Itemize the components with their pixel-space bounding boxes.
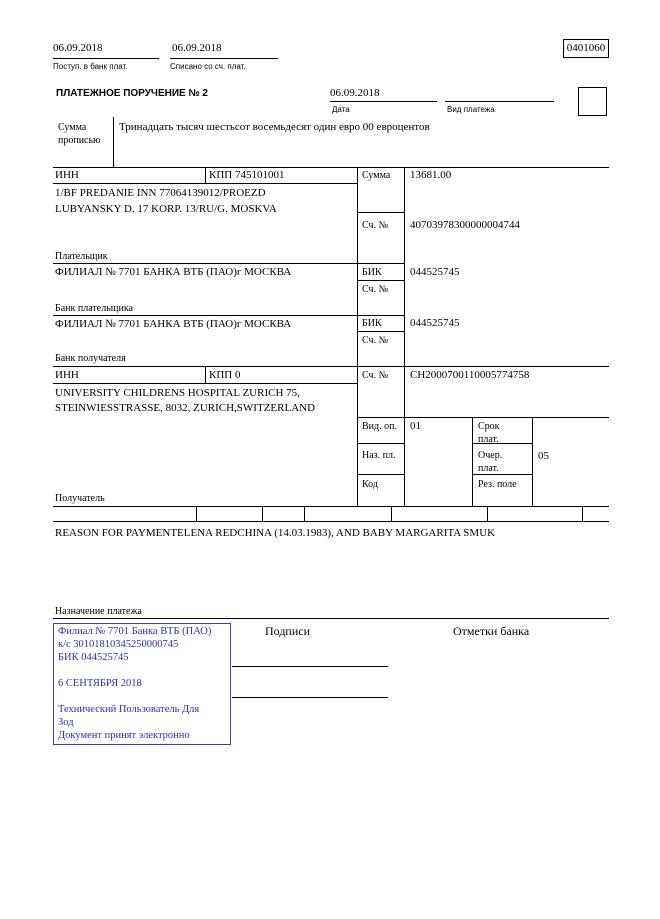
payee-bank-section-label: Банк получателя	[55, 353, 126, 364]
amount-words-divider	[113, 117, 114, 167]
debited-date-label: Списано со сч. плат.	[170, 62, 246, 71]
payer-inn-line	[53, 183, 357, 184]
stamp-corr-account: к/с 30101810345250000745	[58, 639, 179, 650]
received-date-label: Поступ. в банк плат.	[53, 62, 128, 71]
payee-name: UNIVERSITY CHILDRENS HOSPITAL ZURICH 75, STEINWIESSTRASSE, 8032, ZURICH,SWITZERLAND	[55, 387, 316, 414]
payer-bank-account-label: Сч. №	[362, 284, 389, 295]
signature-line-1	[232, 666, 388, 667]
tax-divider-3	[304, 506, 305, 521]
purpose-text: REASON FOR PAYMENTELENA REDCHINA (14.03.1983), AND BABY MARGARITA SMUK	[55, 527, 496, 539]
document-title: ПЛАТЕЖНОЕ ПОРУЧЕНИЕ № 2	[56, 88, 208, 99]
purpose-line	[53, 618, 609, 619]
table-top-line	[53, 167, 609, 168]
document-date-line	[330, 101, 437, 102]
sum-account-line	[357, 212, 404, 213]
payee-inn-kpp-divider	[205, 366, 206, 383]
srok-label: Срок плат.	[478, 421, 500, 445]
vid-op-label: Вид. оп.	[362, 421, 397, 432]
payee-account-line	[357, 417, 609, 418]
payee-kpp: КПП 0	[209, 369, 241, 381]
naz-pl-line	[357, 474, 404, 475]
signature-line-2	[232, 697, 388, 698]
payee-account-label: Сч. №	[362, 370, 389, 381]
stamp-user-line2: Зод	[58, 717, 74, 728]
payment-type-line	[445, 101, 554, 102]
received-date-line	[53, 58, 159, 59]
payer-inn-kpp-divider	[205, 167, 206, 183]
document-date: 06.09.2018	[330, 87, 380, 99]
payee-inn-line	[53, 383, 357, 384]
payee-bank-account-label: Сч. №	[362, 335, 389, 346]
sum-value: 13681.00	[410, 169, 452, 181]
amount-words-label: Сумма прописью	[58, 122, 101, 146]
naz-pl-label: Наз. пл.	[362, 450, 396, 461]
payee-inn-label: ИНН	[55, 369, 79, 381]
payee-section-line	[53, 506, 609, 507]
stamp-accepted: Документ принят электронно	[58, 730, 190, 741]
tax-divider-1	[196, 506, 197, 521]
payer-bank-bik-value: 044525745	[410, 266, 460, 278]
rez-pole-label: Рез. поле	[478, 479, 517, 490]
debited-date-line	[170, 58, 278, 59]
payee-bank-bik-value: 044525745	[410, 317, 460, 329]
form-code: 0401060	[563, 39, 609, 58]
payee-bank-name: ФИЛИАЛ № 7701 БАНКА ВТБ (ПАО)г МОСКВА	[55, 318, 292, 330]
payer-bank-section-label: Банк плательщика	[55, 303, 133, 314]
srok-divider	[472, 417, 473, 506]
payment-type-box	[578, 87, 607, 116]
payer-account-value: 40703978300000004744	[410, 219, 520, 231]
payer-bank-bik-label: БИК	[362, 267, 382, 278]
payer-account-label: Сч. №	[362, 220, 389, 231]
stamp-user-line1: Технический Пользователь Для	[58, 704, 200, 715]
tax-fields-line	[53, 521, 609, 522]
bank-marks-label: Отметки банка	[453, 624, 530, 638]
payee-bank-section-line	[53, 366, 609, 367]
table-middle-divider	[357, 167, 358, 506]
payer-kpp: КПП 745101001	[209, 169, 285, 181]
kod-label: Код	[362, 479, 378, 490]
payer-inn-label: ИНН	[55, 169, 79, 181]
tax-divider-2	[262, 506, 263, 521]
amount-words-text: Тринадцать тысяч шестьсот восемьдесят один евро 00 евроцентов	[119, 121, 430, 133]
received-date: 06.09.2018	[53, 42, 103, 54]
signatures-label: Подписи	[265, 624, 311, 638]
payer-bank-name: ФИЛИАЛ № 7701 БАНКА ВТБ (ПАО)г МОСКВА	[55, 266, 292, 278]
debited-date: 06.09.2018	[172, 42, 222, 54]
stamp-bank-name: Филиал № 7701 Банка ВТБ (ПАО)	[58, 626, 212, 637]
payee-bank-bik-label: БИК	[362, 318, 382, 329]
payee-account-value: CH2000700110005774758	[410, 369, 530, 381]
document-date-label: Дата	[332, 105, 350, 114]
payer-section-label: Плательщик	[55, 251, 108, 262]
stamp-bik: БИК 044525745	[58, 652, 129, 663]
sum-label: Сумма	[362, 170, 391, 181]
payee-section-label: Получатель	[55, 493, 105, 504]
payer-section-line	[53, 263, 404, 264]
payee-bank-bik-line	[357, 331, 404, 332]
vid-op-line	[357, 443, 404, 444]
tax-divider-4	[391, 506, 392, 521]
ocher-label: Очер. плат.	[478, 450, 503, 474]
bank-stamp	[53, 623, 231, 745]
table-right-divider	[404, 167, 405, 506]
stamp-date: 6 СЕНТЯБРЯ 2018	[58, 678, 142, 689]
ocher-divider	[532, 417, 533, 506]
tax-divider-5	[487, 506, 488, 521]
payer-name: 1/BF PREDANIE INN 77064139012/PROEZD LUBYANSKY D. 17 KORP. 13/RU/G. MOSKVA	[55, 187, 277, 215]
payer-bank-bik-line	[357, 280, 404, 281]
purpose-label: Назначение платежа	[55, 606, 142, 617]
payer-bank-section-line	[53, 315, 404, 316]
payment-type-label: Вид платежа	[447, 105, 495, 114]
vid-op-value: 01	[410, 420, 421, 432]
ocher-value: 05	[538, 450, 549, 462]
tax-divider-6	[582, 506, 583, 521]
